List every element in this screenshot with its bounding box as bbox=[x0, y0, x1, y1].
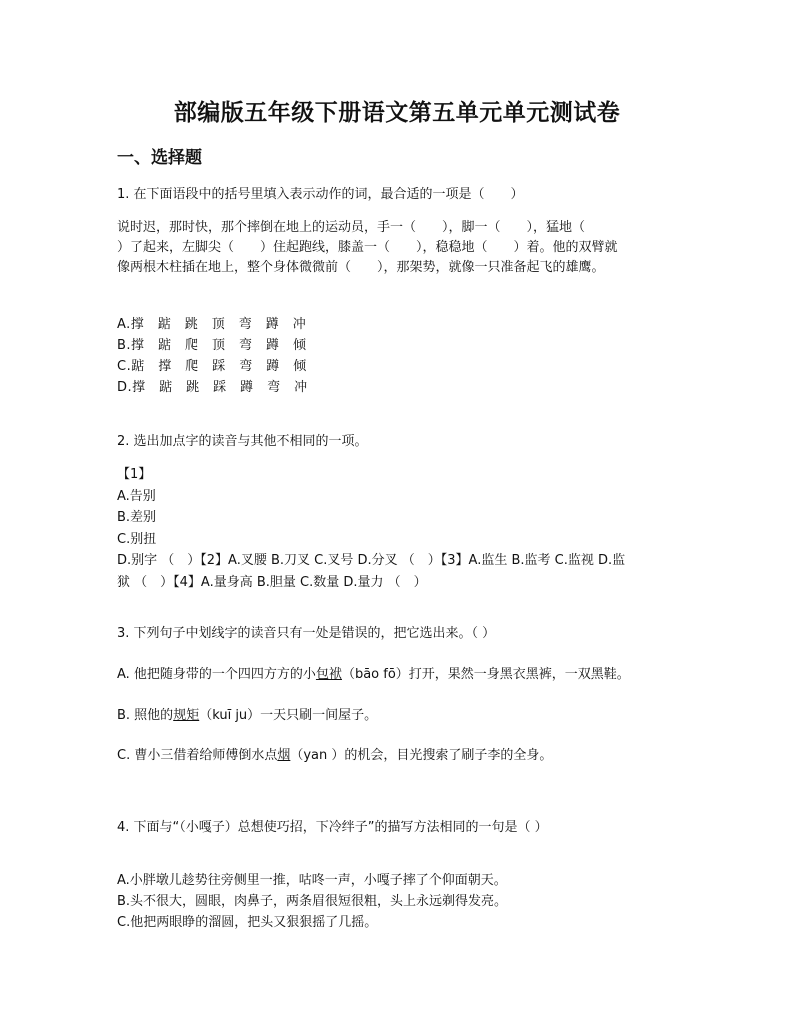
underlined-word: 烟 bbox=[277, 748, 291, 763]
option-c: C.他把两眼睁的溜圆，把头又狠狠摇了几摇。 bbox=[117, 915, 378, 930]
q2-line: C.别扭 bbox=[117, 531, 157, 547]
question-1-stem: 1. 在下面语段中的括号里填入表示动作的词，最合适的一项是（ ） bbox=[117, 187, 524, 202]
q2-line: B.差别 bbox=[117, 510, 157, 525]
option-b: B.撑 踮 爬 顶 弯 蹲 倾 bbox=[117, 338, 307, 353]
q2-line: A.告别 bbox=[117, 488, 156, 504]
q2-line: 狱 （ ）【4】A.量身高 B.胆量 C.数量 D.量力 （ ） bbox=[117, 574, 427, 590]
document-title: 部编版五年级下册语文第五单元单元测试卷 bbox=[173, 99, 621, 126]
question-3-option-c: C. 曹小三借着给师傅倒水点烟（yan ）的机会，目光搜索了刷子李的全身。 bbox=[117, 748, 553, 763]
passage-line: 像两根木柱插在地上，整个身体微微前（ ），那架势，就像一只准备起飞的雄鹰。 bbox=[117, 260, 605, 275]
question-3-stem: 3. 下列句子中划线字的读音只有一处是错误的，把它选出来。（ ） bbox=[117, 626, 496, 641]
option-a: A.撑 踮 跳 顶 弯 蹲 冲 bbox=[117, 317, 307, 332]
option-a: A.小胖墩儿趁势往旁侧里一推，咕咚一声，小嘎子摔了个仰面朝天。 bbox=[117, 873, 507, 888]
question-1-passage bbox=[117, 218, 692, 278]
q2-line: 【1】 bbox=[117, 467, 152, 482]
question-2-body bbox=[117, 464, 625, 593]
question-2-stem: 2. 选出加点字的读音与其他不相同的一项。 bbox=[117, 434, 368, 449]
question-4-options bbox=[117, 870, 507, 933]
question-3-option-b: B. 照他的规矩（kuī ju）一天只刷一间屋子。 bbox=[117, 708, 378, 723]
question-3-option-a: A. 他把随身带的一个四四方方的小包袱（bāo fō）打开，果然一身黑衣黑裤，一双黑鞋。 bbox=[117, 667, 630, 682]
underlined-word: 规矩 bbox=[173, 708, 200, 723]
question-1-options bbox=[117, 314, 308, 398]
q2-line: D.别字 （ ）【2】A.叉腰 B.刀叉 C.叉号 D.分叉 （ ）【3】A.监生 B.监考 C.监视 D.监 bbox=[117, 553, 626, 568]
section-heading: 一、选择题 bbox=[117, 148, 202, 168]
question-4-stem: 4. 下面与“（小嘎子）总想使巧招，下冷绊子”的描写方法相同的一句是（ ） bbox=[117, 820, 548, 835]
option-c: C.踮 撑 爬 踩 弯 蹲 倾 bbox=[117, 359, 307, 374]
passage-line: ）了起来，左脚尖（ ）住起跑线，膝盖一（ ），稳稳地（ ）着。他的双臂就 bbox=[117, 240, 618, 255]
underlined-word: 包袱 bbox=[315, 667, 342, 682]
passage-line: 说时迟，那时快，那个摔倒在地上的运动员，手一（ ），脚一（ ），猛地（ bbox=[117, 220, 586, 235]
option-b: B.头不很大，圆眼，肉鼻子，两条眉很短很粗，头上永远剃得发亮。 bbox=[117, 894, 508, 909]
option-d: D.撑 踮 跳 踩 蹲 弯 冲 bbox=[117, 380, 308, 395]
